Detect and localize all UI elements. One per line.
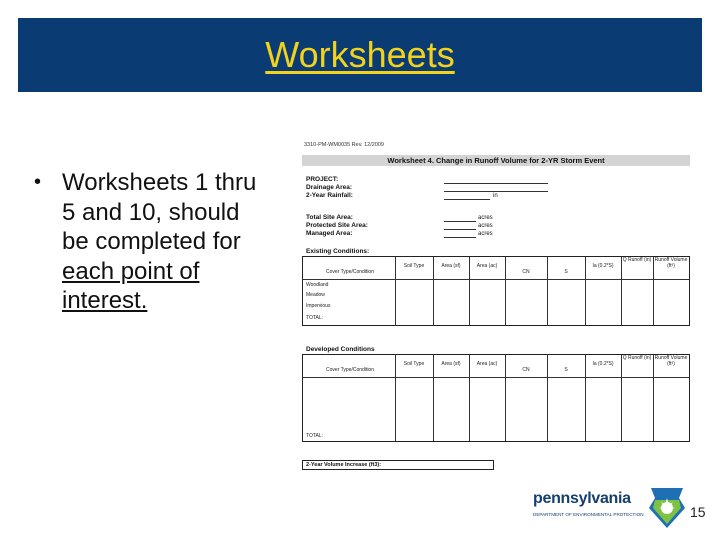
header-s: S (564, 269, 568, 275)
pa-dep-logo (533, 486, 689, 532)
developed-conditions-table (302, 354, 690, 442)
bullet-text-underlined: each point of interest. (62, 257, 200, 314)
row-label: Impervious (306, 303, 331, 309)
rainfall-label: 2-Year Rainfall: (306, 192, 353, 199)
developed-conditions-label: Developed Conditions (306, 346, 375, 353)
acres-unit-1: acres (478, 215, 493, 221)
header-soil-type: Soil Type (403, 263, 425, 269)
header-cn: CN (522, 269, 530, 275)
total-label: TOTAL: (306, 315, 324, 321)
header-cover-type: Cover Type/Condition (326, 269, 374, 275)
volume-increase-box (302, 460, 494, 470)
header-runoff-volume: Runoff Volume (ft³) (654, 257, 688, 269)
existing-conditions-label: Existing Conditions: (306, 248, 370, 255)
bullet-text (62, 168, 272, 316)
protected-site-area-line (444, 229, 476, 230)
header-area-sf: Area (sf) (441, 263, 461, 269)
row-label: Meadow (306, 292, 325, 298)
existing-conditions-table (302, 256, 690, 326)
header-cn: CN (522, 367, 530, 373)
drainage-area-label: Drainage Area: (306, 184, 352, 191)
header-area-ac: Area (ac) (476, 263, 498, 269)
header-ia: Ia (0.2*S) (592, 263, 614, 269)
header-cover-type: Cover Type/Condition (326, 367, 374, 373)
managed-area-line (444, 237, 476, 238)
protected-site-area-label: Protected Site Area: (306, 222, 368, 229)
keystone-icon (647, 486, 687, 530)
bullet-symbol: • (34, 171, 42, 193)
drainage-area-line (444, 191, 548, 192)
worksheet-code: 3310-PM-WM0035 Rev. 12/2009 (304, 142, 384, 148)
header-runoff-volume: Runoff Volume (ft³) (654, 355, 688, 367)
managed-area-label: Managed Area: (306, 230, 353, 237)
rainfall-unit: in (493, 193, 498, 199)
project-line (444, 183, 548, 184)
logo-name: pennsylvania (533, 490, 631, 507)
header-soil-type: Soil Type (403, 361, 425, 367)
rainfall-line (444, 199, 490, 200)
header-area-ac: Area (ac) (476, 361, 498, 367)
title-bar (18, 18, 702, 92)
volume-increase-label: 2-Year Volume Increase (ft3): (306, 462, 382, 468)
bullet-text-plain: Worksheets 1 thru 5 and 10, should be completed for (62, 169, 257, 255)
worksheet-title: Worksheet 4. Change in Runoff Volume for 2-YR Storm Event (387, 156, 605, 165)
logo-subtitle: DEPARTMENT OF ENVIRONMENTAL PROTECTION (533, 512, 644, 517)
total-site-area-label: Total Site Area: (306, 214, 353, 221)
total-label: TOTAL: (306, 433, 324, 439)
header-ia: Ia (0.2*S) (592, 361, 614, 367)
row-label: Woodland (306, 282, 329, 288)
header-q-runoff: Q Runoff (in) (622, 355, 652, 361)
header-area-sf: Area (sf) (441, 361, 461, 367)
total-site-area-line (444, 221, 476, 222)
acres-unit-2: acres (478, 223, 493, 229)
header-q-runoff: Q Runoff (in) (622, 257, 652, 263)
page-number: 15 (690, 504, 706, 520)
project-label: PROJECT: (306, 176, 339, 183)
worksheet-image (302, 138, 692, 473)
header-s: S (564, 367, 568, 373)
acres-unit-3: acres (478, 231, 493, 237)
slide-title: Worksheets (265, 34, 455, 75)
worksheet-title-bar (302, 155, 690, 166)
